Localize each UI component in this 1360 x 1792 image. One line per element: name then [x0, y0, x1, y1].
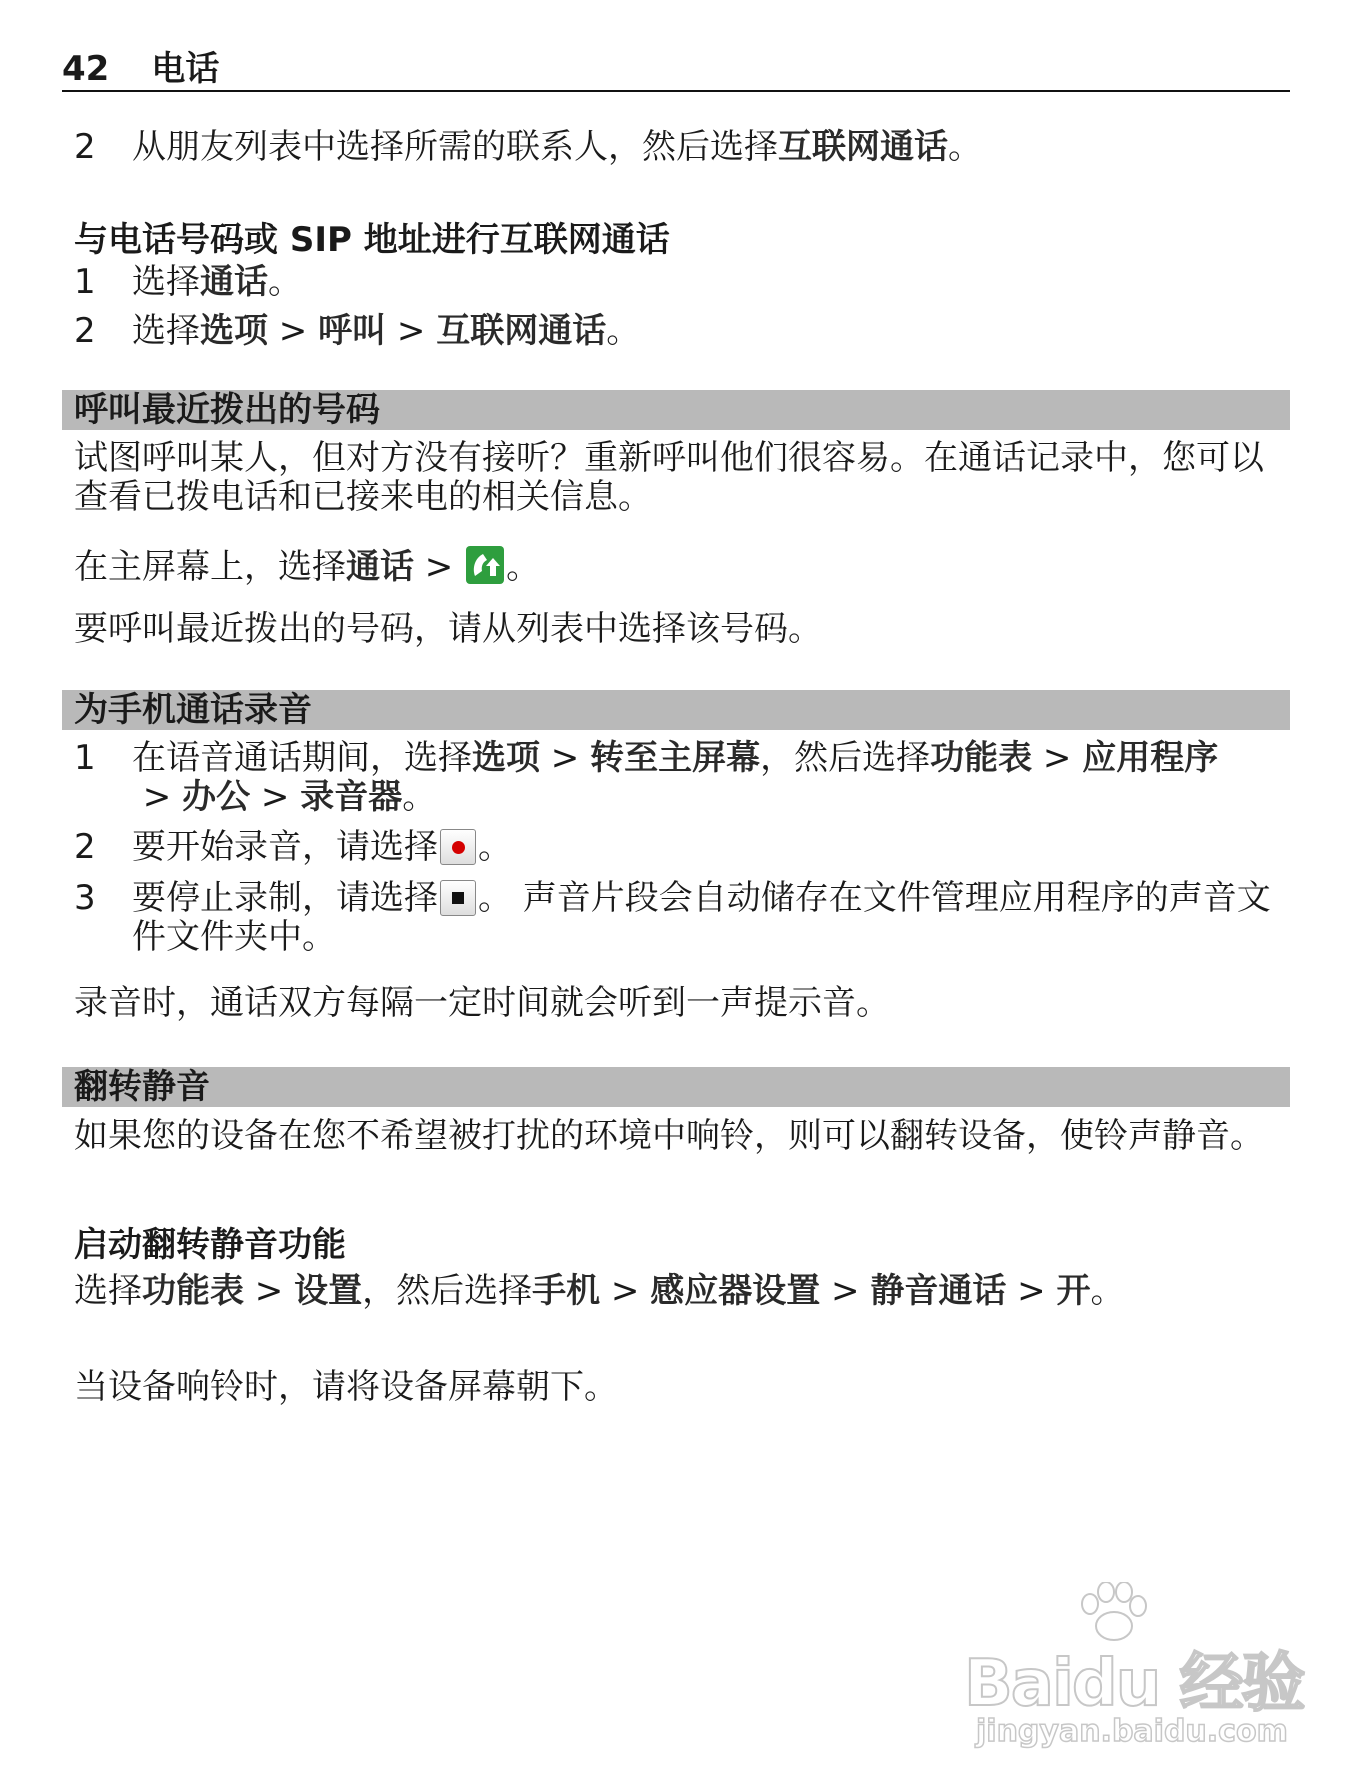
sip-heading: 与电话号码或 SIP 地址进行互联网通话: [74, 220, 670, 260]
ui-label-recorder: 录音器: [300, 777, 403, 817]
ui-label-applications: 应用程序: [1082, 738, 1219, 778]
step-text-part: 从朋友列表中选择所需的联系人，然后选择: [132, 127, 778, 167]
ui-label-options: 选项: [472, 738, 540, 778]
step-number: 1: [74, 262, 96, 302]
punctuation: 。: [402, 777, 437, 817]
ui-label-internet-call: 互联网通话: [436, 311, 607, 351]
sip-step-1: [74, 263, 1289, 302]
redial-list-paragraph: 要呼叫最近拨出的号码，请从列表中选择该号码。: [74, 609, 822, 649]
paragraph-text-part: ，然后选择: [362, 1271, 533, 1311]
ui-label-call: 通话: [200, 262, 268, 302]
ui-label-silence-calls: 静音通话: [870, 1271, 1007, 1311]
ui-label-call: 通话: [346, 547, 414, 587]
punctuation: 。: [506, 547, 541, 587]
record-step-2: [74, 828, 1289, 867]
path-separator: >: [268, 311, 319, 351]
punctuation: 。: [606, 311, 641, 351]
flip-instruction-paragraph: [74, 1272, 1289, 1311]
flip-intro-paragraph: 如果您的设备在您不希望被打扰的环境中响铃，则可以翻转设备，使铃声静音。: [74, 1116, 1264, 1156]
ui-label-office: 办公: [182, 777, 251, 817]
step-text: [132, 263, 1289, 302]
step-text-part: 选择: [132, 311, 200, 351]
watermark-url: jingyan.baidu.com: [976, 1714, 1288, 1749]
path-separator: >: [600, 1271, 651, 1311]
ui-label-options: 选项: [200, 311, 268, 351]
punctuation: 。: [1090, 1271, 1125, 1311]
stop-icon: [440, 880, 476, 916]
ui-label-sensor-settings: 感应器设置: [650, 1271, 821, 1311]
punctuation: 。: [478, 827, 512, 867]
section-band-redial: 呼叫最近拨出的号码: [62, 390, 1290, 430]
sip-step-2: [74, 312, 1289, 351]
punctuation: 。: [948, 127, 982, 167]
chapter-title: 电话: [151, 49, 220, 89]
step-text: [132, 739, 1289, 817]
redial-instruction-paragraph: [74, 546, 1289, 593]
ui-label-internet-call: 互联网通话: [778, 127, 948, 167]
punctuation: 。: [268, 262, 302, 302]
step-text-part: ，然后选择: [760, 738, 931, 778]
step-text-part: 在语音通话期间，选择: [132, 738, 472, 778]
ui-label-phone: 手机: [532, 1271, 601, 1311]
paragraph-text-part: 在主屏幕上，选择: [74, 547, 346, 587]
path-separator: >: [250, 777, 301, 817]
watermark-brand: Baidu 经验: [964, 1647, 1304, 1721]
step-number: 2: [74, 311, 96, 351]
record-step-1: [74, 739, 1289, 817]
ui-label-menu: 功能表: [142, 1271, 244, 1311]
dialed-calls-icon: [466, 546, 504, 593]
step-number: 1: [74, 738, 96, 778]
step-text-part: 。 声音片段会自动储存在文件管理应用程序的声音文件文件夹中。: [132, 878, 1271, 957]
record-note-paragraph: 录音时，通话双方每隔一定时间就会听到一声提示音。: [74, 983, 890, 1023]
step-text: [132, 879, 1289, 957]
path-separator: >: [244, 1271, 295, 1311]
record-step-3: [74, 879, 1289, 957]
step-number: 2: [74, 127, 96, 167]
ui-label-menu: 功能表: [930, 738, 1033, 778]
step-text: [132, 828, 1289, 867]
ui-label-settings: 设置: [294, 1271, 363, 1311]
page-number: 42: [62, 49, 110, 89]
path-separator: >: [1006, 1271, 1057, 1311]
step-text: [132, 128, 1289, 167]
path-separator: >: [1032, 738, 1083, 778]
path-separator: >: [132, 777, 183, 817]
baidu-watermark: [964, 1582, 1304, 1752]
section-band-record: 为手机通话录音: [62, 690, 1290, 730]
paragraph-text-part: 选择: [74, 1271, 142, 1311]
path-separator: >: [820, 1271, 871, 1311]
path-separator: >: [414, 547, 465, 587]
step-number: 2: [74, 827, 96, 867]
step-text-part: 要停止录制，请选择: [132, 878, 438, 918]
step-text-part: 选择: [132, 262, 200, 302]
ui-label-on: 开: [1056, 1271, 1091, 1311]
path-separator: >: [540, 738, 591, 778]
page-header: [62, 48, 1290, 92]
flip-final-paragraph: 当设备响铃时，请将设备屏幕朝下。: [74, 1367, 618, 1407]
friends-step-2: [74, 128, 1289, 167]
section-band-flip-silence: 翻转静音: [62, 1067, 1290, 1107]
step-text: [132, 312, 1289, 351]
redial-intro-paragraph: 试图呼叫某人，但对方没有接听？重新呼叫他们很容易。在通话记录中，您可以查看已拨电话和已接来电的相关信息。: [74, 438, 1264, 517]
ui-label-go-home: 转至主屏幕: [590, 738, 761, 778]
path-separator: >: [386, 311, 437, 351]
step-text-part: 要开始录音，请选择: [132, 827, 438, 867]
record-icon: [440, 829, 476, 865]
flip-subheading: 启动翻转静音功能: [74, 1225, 346, 1265]
step-number: 3: [74, 878, 96, 918]
ui-label-dial: 呼叫: [318, 311, 387, 351]
